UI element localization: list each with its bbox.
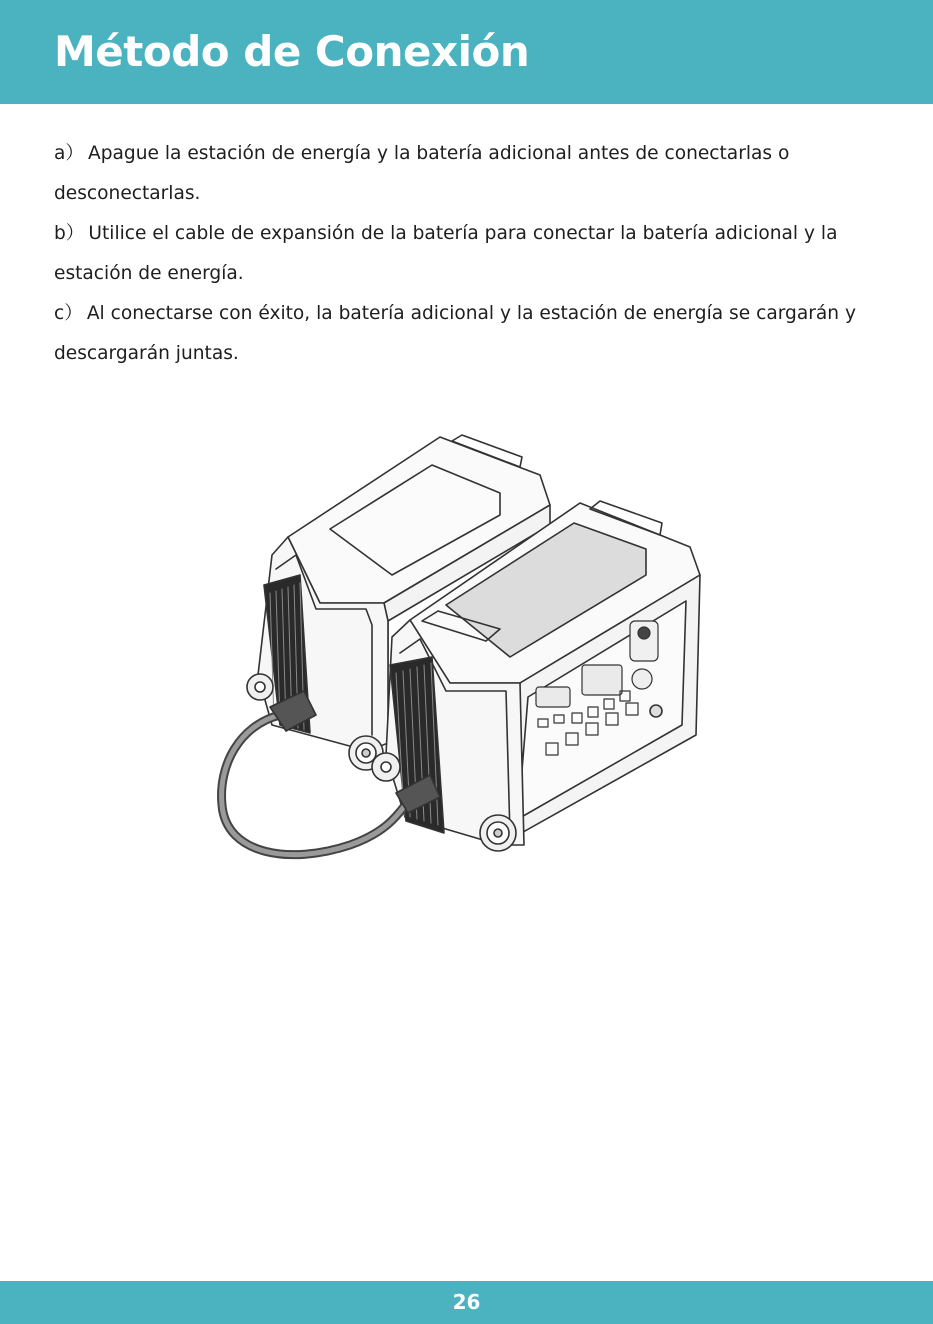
step-c — [54, 294, 884, 374]
page-title: Método de Conexión — [54, 27, 530, 76]
instructions — [54, 134, 884, 374]
step-text: Al conectarse con éxito, la batería adicional y la estación de energía se cargarán y descargarán juntas. — [54, 303, 856, 364]
page-footer — [0, 1281, 933, 1324]
step-text: Utilice el cable de expansión de la batería para conectar la batería adicional y la estación de energía. — [54, 223, 838, 284]
page-header — [0, 0, 933, 104]
step-a — [54, 134, 884, 214]
step-b — [54, 214, 884, 294]
connection-illustration — [200, 425, 720, 875]
step-marker: c） — [54, 303, 83, 324]
step-marker: a） — [54, 143, 84, 164]
page-number: 26 — [452, 1290, 481, 1314]
connection-diagram — [200, 425, 720, 875]
step-text: Apague la estación de energía y la batería adicional antes de conectarlas o desconectarlas. — [54, 143, 790, 204]
step-marker: b） — [54, 223, 85, 244]
